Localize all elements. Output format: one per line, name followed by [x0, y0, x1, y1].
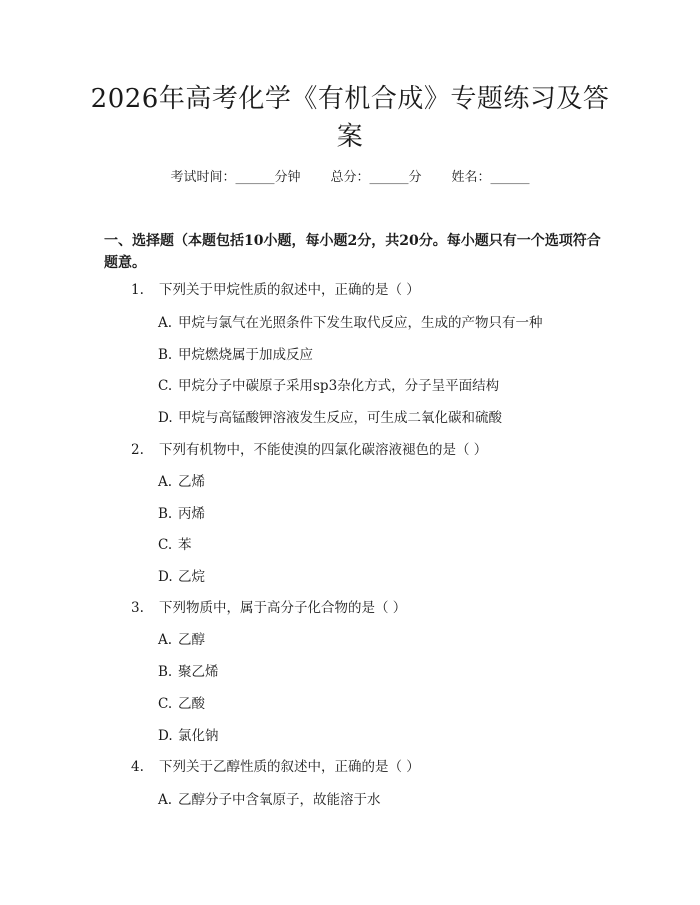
option-text: 甲烷分子中碳原子采用sp3杂化方式，分子呈平面结构: [178, 378, 500, 394]
question-3-option-a: [158, 631, 205, 649]
option-text: 乙烯: [178, 474, 205, 490]
question-3-option-d: [158, 727, 219, 745]
question-number: 3.: [131, 600, 144, 616]
question-1: [131, 281, 420, 299]
question-1-option-a: [158, 314, 543, 332]
question-3-option-c: [158, 695, 205, 713]
question-text: 下列关于乙醇性质的叙述中，正确的是（ ）: [159, 759, 420, 775]
option-letter: A.: [158, 632, 173, 648]
option-text: 甲烷与氯气在光照条件下发生取代反应，生成的产物只有一种: [178, 315, 543, 331]
option-letter: B.: [158, 506, 173, 522]
option-text: 苯: [178, 537, 192, 553]
option-text: 氯化钠: [178, 728, 219, 744]
option-letter: B.: [158, 347, 173, 363]
option-text: 乙酸: [178, 696, 205, 712]
option-letter: A.: [158, 315, 173, 331]
question-text: 下列有机物中，不能使溴的四氯化碳溶液褪色的是（ ）: [159, 442, 488, 458]
option-text: 甲烷燃烧属于加成反应: [178, 347, 313, 363]
option-letter: A.: [158, 474, 173, 490]
question-2-option-a: [158, 473, 205, 491]
option-letter: D.: [158, 728, 173, 744]
question-2: [131, 441, 487, 459]
question-3: [131, 599, 406, 617]
question-number: 4.: [131, 759, 144, 775]
section-heading: 一、选择题（本题包括10小题，每小题2分，共20分。每小题只有一个选项符合题意。: [104, 233, 601, 271]
question-1-option-c: [158, 377, 499, 395]
option-letter: C.: [158, 696, 173, 712]
option-text: 丙烯: [178, 506, 205, 522]
option-letter: A.: [158, 792, 173, 808]
exam-time-label: 考试时间：______分钟: [170, 170, 301, 185]
option-text: 乙醇: [178, 632, 205, 648]
question-4-option-a: [158, 791, 381, 809]
question-2-option-d: [158, 568, 205, 586]
option-letter: B.: [158, 664, 173, 680]
option-text: 乙醇分子中含氧原子，故能溶于水: [178, 792, 381, 808]
total-score-label: 总分：______分: [330, 170, 422, 185]
question-number: 1.: [131, 282, 144, 298]
option-letter: D.: [158, 569, 173, 585]
question-text: 下列物质中，属于高分子化合物的是（ ）: [159, 600, 407, 616]
question-4: [131, 758, 420, 776]
question-3-option-b: [158, 663, 219, 681]
option-letter: C.: [158, 537, 173, 553]
option-letter: D.: [158, 410, 173, 426]
question-2-option-b: [158, 505, 205, 523]
question-text: 下列关于甲烷性质的叙述中，正确的是（ ）: [159, 282, 420, 298]
question-number: 2.: [131, 442, 144, 458]
option-letter: C.: [158, 378, 173, 394]
name-label: 姓名：______: [451, 170, 530, 185]
option-text: 聚乙烯: [178, 664, 219, 680]
option-text: 乙烷: [178, 569, 205, 585]
option-text: 甲烷与高锰酸钾溶液发生反应，可生成二氧化碳和硫酸: [178, 410, 502, 426]
question-2-option-c: [158, 536, 192, 554]
question-1-option-b: [158, 346, 313, 364]
exam-meta: [0, 169, 700, 187]
document-title: 2026年高考化学《有机合成》专题练习及答案: [90, 84, 610, 152]
question-1-option-d: [158, 409, 502, 427]
